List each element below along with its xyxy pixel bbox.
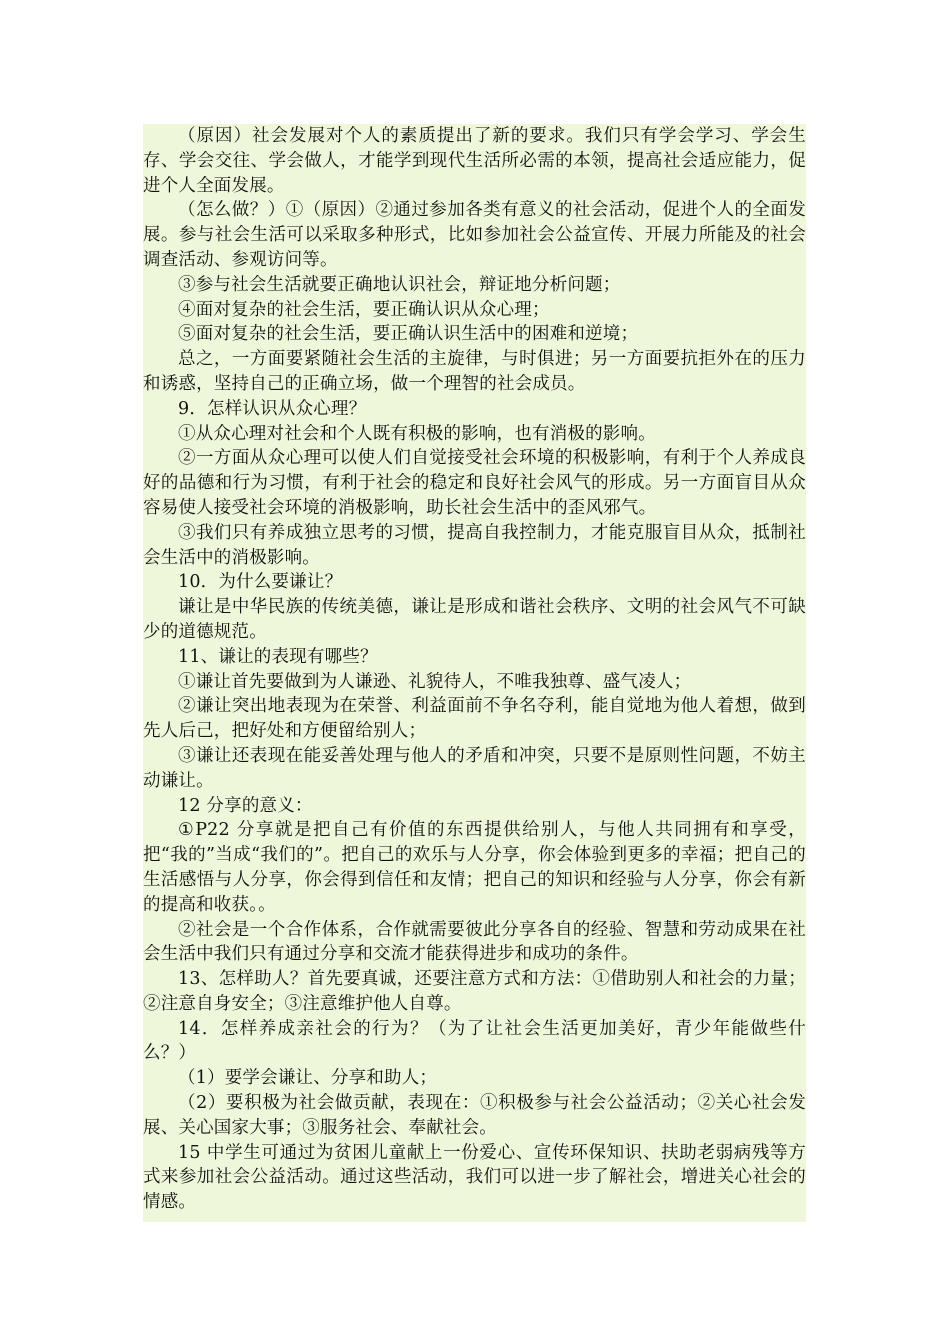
paragraph: ③谦让还表现在能妥善处理与他人的矛盾和冲突，只要不是原则性问题，不妨主动谦让。 (143, 745, 806, 791)
paragraph: 15 中学生可通过为贫困儿童献上一份爱心、宣传环保知识、扶助老弱病残等方式来参加社会公益活动。通过这些活动，我们可以进一步了解社会，增进关心社会的情感。 (143, 1142, 806, 1213)
paragraph: ③我们只有养成独立思考的习惯，提高自我控制力，才能克服盲目从众，抵制社会生活中的消极影响。 (143, 522, 806, 568)
paragraph: ①P22 分享就是把自己有价值的东西提供给别人，与他人共同拥有和享受，把“我的”当成“我们的”。把自己的欢乐与人分享，你会体验到更多的幸福；把自己的生活感悟与人分享，你会得到信任和友情；把自己的知识和经验与人分享，你会有新的提高和收获。。 (143, 820, 806, 915)
paragraph: （2）要积极为社会做贡献，表现在：①积极参与社会公益活动；②关心社会发展、关心国家大事；③服务社会、奉献社会。 (143, 1093, 806, 1138)
question-heading: 12 分享的意义： (178, 795, 313, 816)
paragraph: 13、怎样助人？首先要真诚，还要注意方式和方法：①借助别人和社会的力量；②注意自身安全；③注意维护他人自尊。 (143, 969, 806, 1014)
document-text-block (143, 124, 806, 1222)
paragraph: 谦让是中华民族的传统美德，谦让是形成和谐社会秩序、文明的社会风气不可缺少的道德规范。 (143, 597, 806, 642)
paragraph: （1）要学会谦让、分享和助人； (178, 1068, 438, 1089)
paragraph: ②社会是一个合作体系，合作就需要彼此分享各自的经验、智慧和劳动成果在社会生活中我们只有通过分享和交流才能获得进步和成功的条件。 (143, 919, 806, 965)
question-heading: 14．怎样养成亲社会的行为？（为了让社会生活更加美好，青少年能做些什么？） (143, 1018, 806, 1064)
paragraph: （原因）社会发展对个人的素质提出了新的要求。我们只有学会学习、学会生存、学会交往、学会做人，才能学到现代生活所必需的本领，提高社会适应能力，促进个人全面发展。 (143, 126, 806, 196)
paragraph: ②谦让突出地表现为在荣誉、利益面前不争名夺利，能自觉地为他人着想，做到先人后己，把好处和方便留给别人； (143, 696, 806, 742)
paragraph: ④面对复杂的社会生活，要正确认识从众心理； (178, 299, 550, 320)
question-heading: 10．为什么要谦让？ (178, 572, 343, 593)
paragraph: ⑤面对复杂的社会生活，要正确认识生活中的困难和逆境； (178, 324, 639, 345)
paragraph: ②一方面从众心理可以使人们自觉接受社会环境的积极影响，有利于个人养成良好的品德和行为习惯，有利于社会的稳定和良好社会风气的形成。另一方面盲目从众容易使人接受社会环境的消极影响，助长社会生活中的歪风邪气。 (143, 448, 806, 518)
paragraph: （怎么做？）①（原因）②通过参加各类有意义的社会活动，促进个人的全面发展。参与社会生活可以采取多种形式，比如参加社会公益宣传、开展力所能及的社会调查活动、参观访问等。 (143, 200, 806, 270)
question-heading: 11、谦让的表现有哪些？ (178, 646, 378, 667)
paragraph: ①从众心理对社会和个人既有积极的影响，也有消极的影响。 (178, 423, 656, 444)
paragraph: ①谦让首先要做到为人谦逊、礼貌待人，不唯我独尊、盛气凌人； (178, 671, 692, 692)
question-heading: 9．怎样认识从众心理？ (178, 398, 367, 419)
paragraph: ③参与社会生活就要正确地认识社会，辩证地分析问题； (178, 274, 621, 295)
paragraph: 总之，一方面要紧随社会生活的主旋律，与时俱进；另一方面要抗拒外在的压力和诱惑，坚持自己的正确立场，做一个理智的社会成员。 (143, 349, 806, 394)
